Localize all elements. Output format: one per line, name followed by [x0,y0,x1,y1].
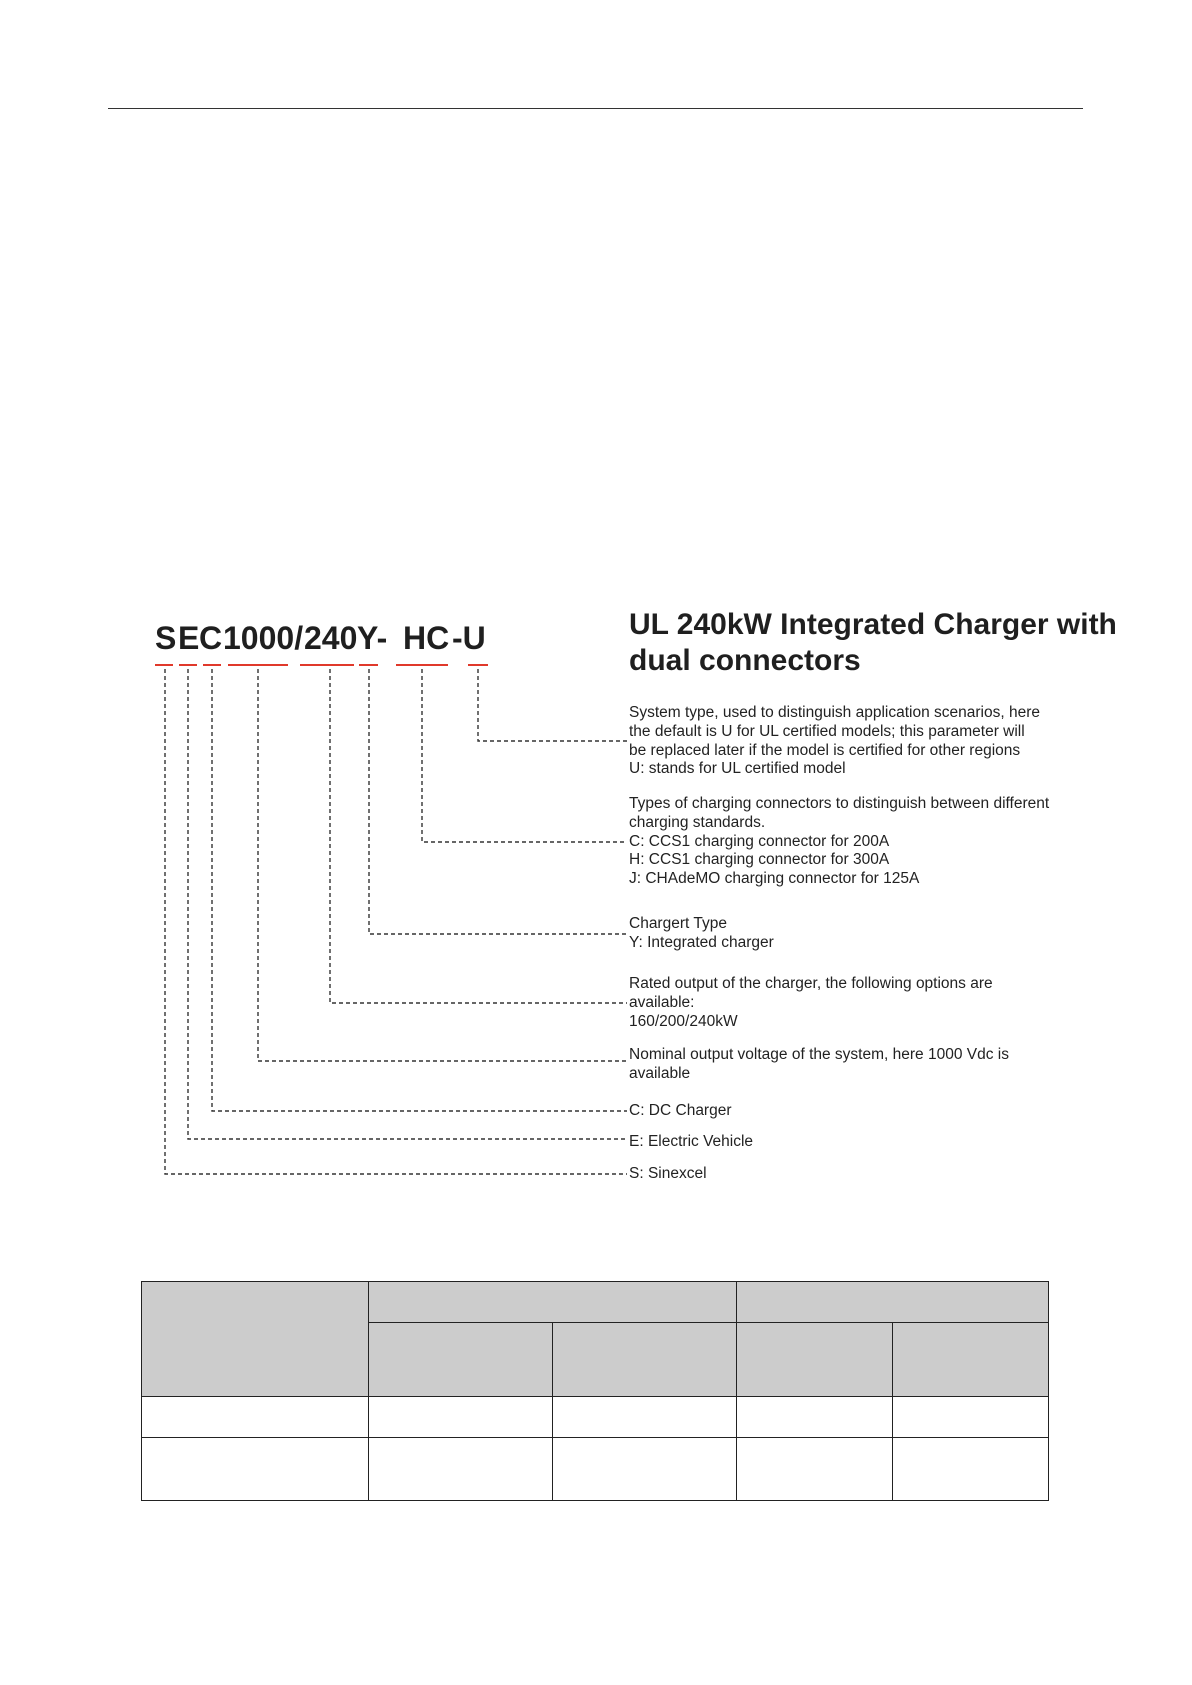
desc-charger-type [629,915,774,953]
desc-line: Rated output of the charger, the following options are [629,975,993,992]
table-header-cell [369,1323,553,1397]
desc-line: 160/200/240kW [629,1012,738,1030]
leader-type [369,669,627,934]
table-cell [369,1438,553,1501]
desc-line: System type, used to distinguish application scenarios, here [629,704,1040,721]
desc-line: E: Electric Vehicle [629,1133,754,1150]
desc-line: be replaced later if the model is certified for other regions [629,741,1021,759]
leader-e [188,669,627,1139]
model-code-voltage: 1000/ [223,620,304,656]
table-row [142,1438,1049,1501]
table-header-cell [553,1323,737,1397]
desc-rated-output [629,975,993,1031]
model-title-line-1: UL 240kW Integrated Charger with [629,608,1117,641]
table-header-cell [369,1282,737,1323]
table-row [142,1397,1049,1438]
leader-c [212,669,627,1111]
model-title [629,607,1189,679]
model-code-type: Y- [357,620,388,656]
table-cell [893,1397,1049,1438]
desc-line: charging standards. [629,813,766,831]
table-header-cell [142,1282,369,1397]
desc-line: Y: Integrated charger [629,933,774,951]
model-code-s: S [155,620,177,656]
table-cell [369,1397,553,1438]
table-cell [553,1397,737,1438]
desc-line: C: DC Charger [629,1102,732,1119]
model-code-connectors: HC [403,620,450,656]
desc-line: C: CCS1 charging connector for 200A [629,832,890,850]
model-code-e: E [178,620,200,656]
desc-line: S: Sinexcel [629,1165,707,1182]
leader-voltage [258,669,627,1061]
desc-nominal-voltage [629,1046,1009,1084]
desc-electric-vehicle [629,1133,753,1152]
table-header-cell [893,1323,1049,1397]
desc-line: Chargert Type [629,915,727,932]
desc-dc-charger [629,1102,732,1121]
table-header-row [142,1282,1049,1323]
desc-line: Types of charging connectors to distinguish between different [629,795,1050,812]
desc-line: available: [629,993,695,1011]
table-cell [737,1397,893,1438]
table-cell [142,1438,369,1501]
table-cell [553,1438,737,1501]
desc-line: J: CHAdeMO charging connector for 125A [629,870,920,888]
desc-sinexcel [629,1165,707,1184]
table-cell [142,1397,369,1438]
spec-table [141,1281,1049,1501]
table-cell [893,1438,1049,1501]
leader-s [165,669,627,1174]
leader-lines [165,669,627,1174]
desc-connectors [629,795,1049,889]
table-cell [737,1438,893,1501]
model-code-c: C [199,620,223,656]
model-code-power: 240 [304,620,358,656]
model-title-line-2: dual connectors [629,644,861,677]
leader-connectors [422,669,627,842]
table-header-cell [737,1282,1049,1323]
desc-line: the default is U for UL certified models; this parameter will [629,722,1025,740]
leader-system [478,669,627,741]
model-code-system: -U [452,620,486,656]
table-header-cell [737,1323,893,1397]
desc-line: available [629,1064,691,1082]
desc-system-type [629,704,1040,779]
desc-line: Nominal output voltage of the system, here 1000 Vdc is [629,1046,1009,1063]
desc-line: H: CCS1 charging connector for 300A [629,851,890,869]
desc-line: U: stands for UL certified model [629,760,846,778]
